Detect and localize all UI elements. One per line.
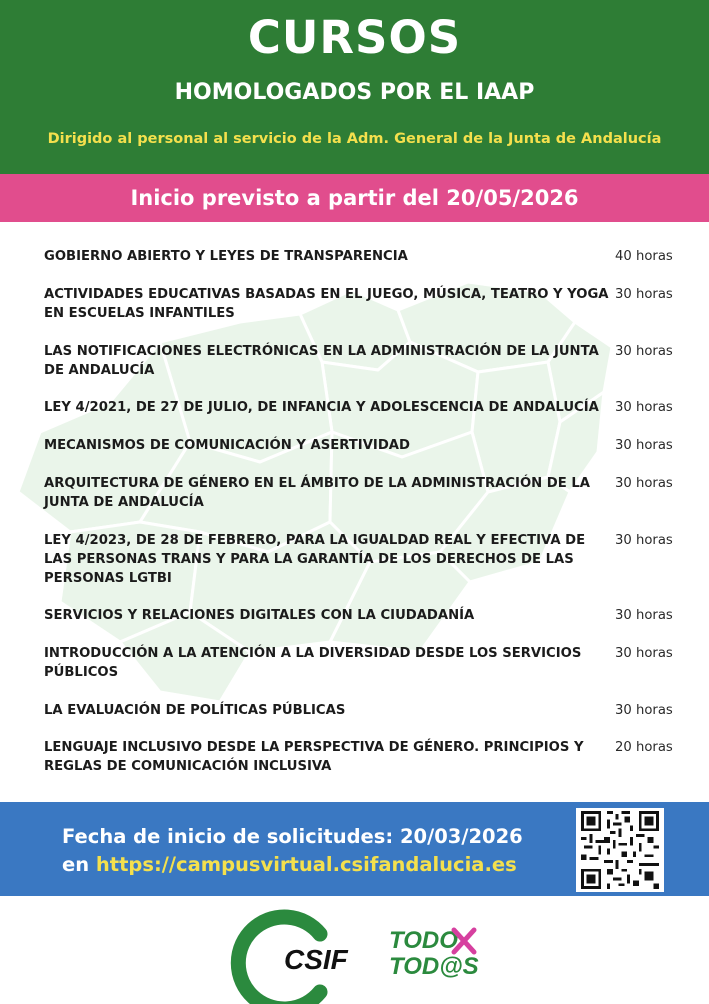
target-audience: Dirigido al personal al servicio de la Adm. General de la Junta de Andalucía (47, 131, 662, 147)
course-hours: 30 horas (615, 400, 673, 415)
csif-logo-text: CSIF (284, 944, 348, 975)
course-title: LENGUAJE INCLUSIVO DESDE LA PERSPECTIVA DE GÉNERO. PRINCIPIOS Y REGLAS DE COMUNICACIÓN INCLUSIVA (44, 740, 584, 774)
course-title: ARQUITECTURA DE GÉNERO EN EL ÁMBITO DE LA ADMINISTRACIÓN DE LA JUNTA DE ANDALUCÍA (44, 476, 590, 510)
slogan-line2: TOD@S (389, 953, 479, 980)
course-title: LA EVALUACIÓN DE POLÍTICAS PÚBLICAS (44, 703, 346, 718)
application-link-prefix: en (62, 853, 90, 876)
course-title: MECANISMOS DE COMUNICACIÓN Y ASERTIVIDAD (44, 438, 410, 453)
course-hours: 40 horas (615, 249, 673, 264)
page-title: CURSOS (247, 11, 462, 64)
application-date: Fecha de inicio de solicitudes: 20/03/2026 (62, 825, 523, 848)
course-hours: 30 horas (615, 438, 673, 453)
page-subtitle: HOMOLOGADOS POR EL IAAP (174, 80, 535, 105)
qr-code-icon[interactable] (576, 808, 664, 892)
course-hours: 30 horas (615, 646, 673, 661)
slogan-line1: TODO (389, 927, 458, 954)
course-hours: 30 horas (615, 608, 673, 623)
course-hours: 30 horas (615, 287, 673, 302)
header (0, 0, 709, 174)
course-title: LEY 4/2021, DE 27 DE JULIO, DE INFANCIA Y ADOLESCENCIA DE ANDALUCÍA (44, 400, 599, 415)
course-hours: 30 horas (615, 344, 673, 359)
course-hours: 20 horas (615, 740, 673, 755)
campus-url-link[interactable]: https://campusvirtual.csifandalucia.es (95, 853, 517, 876)
course-title: SERVICIOS Y RELACIONES DIGITALES CON LA CIUDADANÍA (44, 608, 475, 623)
csif-logo (238, 917, 348, 1004)
application-link-line (62, 852, 517, 878)
course-hours: 30 horas (615, 533, 673, 548)
course-title: LEY 4/2023, DE 28 DE FEBRERO, PARA LA IGUALDAD REAL Y EFECTIVA DE LAS PERSONAS TRANS Y PARA LA GARANTÍA DE LOS DERECHOS DE LAS PERSONAS LGTBI (44, 533, 586, 586)
course-title: GOBIERNO ABIERTO Y LEYES DE TRANSPARENCIA (44, 249, 408, 264)
start-date-text: Inicio previsto a partir del 20/05/2026 (130, 186, 579, 210)
logos-area (0, 896, 709, 1004)
course-title: LAS NOTIFICACIONES ELECTRÓNICAS EN LA ADMINISTRACIÓN DE LA JUNTA DE ANDALUCÍA (44, 344, 599, 378)
start-date-banner (0, 174, 709, 222)
course-title: INTRODUCCIÓN A LA ATENCIÓN A LA DIVERSIDAD DESDE LOS SERVICIOS PÚBLICOS (44, 646, 582, 680)
todo-todas-logo (389, 927, 479, 980)
course-hours: 30 horas (615, 476, 673, 491)
course-title: ACTIVIDADES EDUCATIVAS BASADAS EN EL JUEGO, MÚSICA, TEATRO Y YOGA EN ESCUELAS INFANTILES (44, 287, 609, 321)
course-hours: 30 horas (615, 703, 673, 718)
